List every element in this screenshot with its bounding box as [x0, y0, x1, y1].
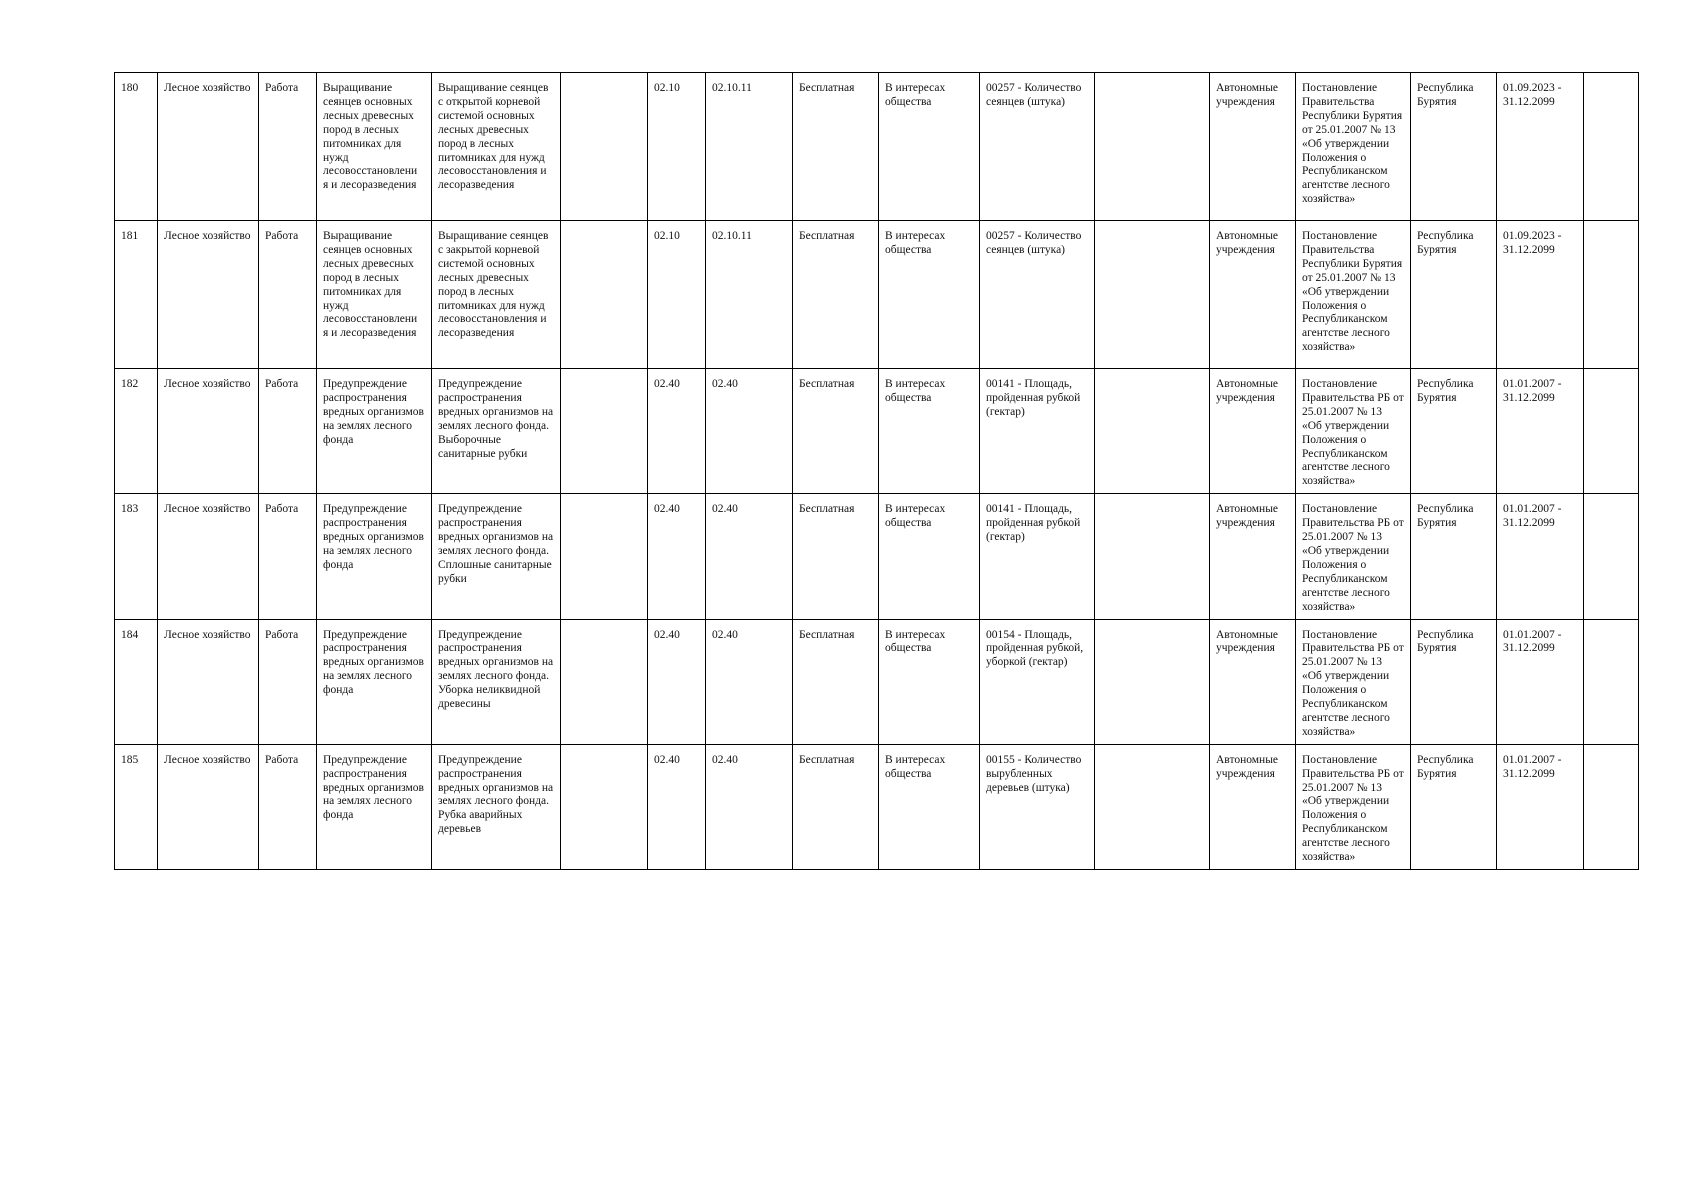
row-number: 181: [115, 221, 158, 369]
okved-cell: 02.40: [648, 494, 706, 619]
empty-cell: [1095, 744, 1210, 869]
empty-cell: [1095, 369, 1210, 494]
empty-cell: [561, 73, 648, 221]
institution-cell: Автономные учреждения: [1210, 494, 1296, 619]
empty-cell: [561, 494, 648, 619]
empty-cell: [561, 221, 648, 369]
interest-cell: В интересах общества: [879, 744, 980, 869]
legal-basis-cell: Постановление Правительства РБ от 25.01.2007 № 13 «Об утверждении Положения о Республиканском агентстве лесного хозяйства»: [1296, 744, 1411, 869]
row-number: 185: [115, 744, 158, 869]
type-cell: Работа: [259, 73, 317, 221]
payment-cell: Бесплатная: [793, 619, 879, 744]
work-content-cell: Выращивание сеянцев с закрытой корневой системой основных лесных древесных пород в лесных питомниках для нужд лесовосстановления и лесоразведения: [432, 221, 561, 369]
table-row: [115, 744, 1639, 869]
period-cell: 01.01.2007 - 31.12.2099: [1497, 494, 1584, 619]
work-name-cell: Выращивание сеянцев основных лесных древесных пород в лесных питомниках для нужд лесовосстановлени я и лесоразведения: [317, 73, 432, 221]
okpd-cell: 02.10.11: [706, 221, 793, 369]
institution-cell: Автономные учреждения: [1210, 744, 1296, 869]
empty-cell: [1095, 221, 1210, 369]
region-cell: Республика Бурятия: [1411, 369, 1497, 494]
payment-cell: Бесплатная: [793, 369, 879, 494]
row-number: 184: [115, 619, 158, 744]
legal-basis-cell: Постановление Правительства Республики Бурятия от 25.01.2007 № 13 «Об утверждении Положения о Республиканском агентстве лесного хозяйства»: [1296, 73, 1411, 221]
work-name-cell: Предупреждение распространения вредных организмов на землях лесного фонда: [317, 494, 432, 619]
legal-basis-cell: Постановление Правительства Республики Бурятия от 25.01.2007 № 13 «Об утверждении Положения о Республиканском агентстве лесного хозяйства»: [1296, 221, 1411, 369]
institution-cell: Автономные учреждения: [1210, 73, 1296, 221]
institution-cell: Автономные учреждения: [1210, 221, 1296, 369]
row-number: 183: [115, 494, 158, 619]
empty-cell: [1584, 744, 1639, 869]
region-cell: Республика Бурятия: [1411, 221, 1497, 369]
table-row: [115, 221, 1639, 369]
period-cell: 01.01.2007 - 31.12.2099: [1497, 619, 1584, 744]
empty-cell: [561, 619, 648, 744]
work-content-cell: Предупреждение распространения вредных организмов на землях лесного фонда. Сплошные санитарные рубки: [432, 494, 561, 619]
region-cell: Республика Бурятия: [1411, 619, 1497, 744]
work-content-cell: Предупреждение распространения вредных организмов на землях лесного фонда. Уборка неликвидной древесины: [432, 619, 561, 744]
region-cell: Республика Бурятия: [1411, 494, 1497, 619]
okved-cell: 02.10: [648, 73, 706, 221]
work-content-cell: Выращивание сеянцев с открытой корневой системой основных лесных древесных пород в лесных питомниках для нужд лесовосстановления и лесоразведения: [432, 73, 561, 221]
empty-cell: [1095, 73, 1210, 221]
indicator-cell: 00154 - Площадь, пройденная рубкой, уборкой (гектар): [980, 619, 1095, 744]
okved-cell: 02.40: [648, 369, 706, 494]
services-registry-table: [114, 72, 1639, 870]
period-cell: 01.01.2007 - 31.12.2099: [1497, 369, 1584, 494]
payment-cell: Бесплатная: [793, 744, 879, 869]
table-row: [115, 73, 1639, 221]
indicator-cell: 00155 - Количество вырубленных деревьев (штука): [980, 744, 1095, 869]
industry-cell: Лесное хозяйство: [158, 494, 259, 619]
legal-basis-cell: Постановление Правительства РБ от 25.01.2007 № 13 «Об утверждении Положения о Республиканском агентстве лесного хозяйства»: [1296, 369, 1411, 494]
type-cell: Работа: [259, 369, 317, 494]
table-row: [115, 619, 1639, 744]
empty-cell: [1095, 494, 1210, 619]
period-cell: 01.01.2007 - 31.12.2099: [1497, 744, 1584, 869]
empty-cell: [1584, 221, 1639, 369]
payment-cell: Бесплатная: [793, 73, 879, 221]
indicator-cell: 00141 - Площадь, пройденная рубкой (гектар): [980, 369, 1095, 494]
work-name-cell: Предупреждение распространения вредных организмов на землях лесного фонда: [317, 619, 432, 744]
work-name-cell: Предупреждение распространения вредных организмов на землях лесного фонда: [317, 744, 432, 869]
work-content-cell: Предупреждение распространения вредных организмов на землях лесного фонда. Выборочные санитарные рубки: [432, 369, 561, 494]
empty-cell: [1584, 369, 1639, 494]
okpd-cell: 02.40: [706, 619, 793, 744]
payment-cell: Бесплатная: [793, 221, 879, 369]
okpd-cell: 02.40: [706, 744, 793, 869]
okpd-cell: 02.40: [706, 494, 793, 619]
industry-cell: Лесное хозяйство: [158, 369, 259, 494]
indicator-cell: 00141 - Площадь, пройденная рубкой (гектар): [980, 494, 1095, 619]
industry-cell: Лесное хозяйство: [158, 744, 259, 869]
table-row: [115, 369, 1639, 494]
work-name-cell: Предупреждение распространения вредных организмов на землях лесного фонда: [317, 369, 432, 494]
interest-cell: В интересах общества: [879, 73, 980, 221]
legal-basis-cell: Постановление Правительства РБ от 25.01.2007 № 13 «Об утверждении Положения о Республиканском агентстве лесного хозяйства»: [1296, 494, 1411, 619]
okpd-cell: 02.10.11: [706, 73, 793, 221]
industry-cell: Лесное хозяйство: [158, 619, 259, 744]
industry-cell: Лесное хозяйство: [158, 221, 259, 369]
work-content-cell: Предупреждение распространения вредных организмов на землях лесного фонда. Рубка аварийных деревьев: [432, 744, 561, 869]
okved-cell: 02.40: [648, 744, 706, 869]
empty-cell: [1584, 494, 1639, 619]
period-cell: 01.09.2023 - 31.12.2099: [1497, 73, 1584, 221]
period-cell: 01.09.2023 - 31.12.2099: [1497, 221, 1584, 369]
interest-cell: В интересах общества: [879, 369, 980, 494]
payment-cell: Бесплатная: [793, 494, 879, 619]
type-cell: Работа: [259, 619, 317, 744]
institution-cell: Автономные учреждения: [1210, 619, 1296, 744]
interest-cell: В интересах общества: [879, 619, 980, 744]
empty-cell: [561, 369, 648, 494]
table-row: [115, 494, 1639, 619]
okved-cell: 02.10: [648, 221, 706, 369]
empty-cell: [1584, 73, 1639, 221]
indicator-cell: 00257 - Количество сеянцев (штука): [980, 73, 1095, 221]
empty-cell: [561, 744, 648, 869]
interest-cell: В интересах общества: [879, 494, 980, 619]
region-cell: Республика Бурятия: [1411, 744, 1497, 869]
work-name-cell: Выращивание сеянцев основных лесных древесных пород в лесных питомниках для нужд лесовосстановлени я и лесоразведения: [317, 221, 432, 369]
region-cell: Республика Бурятия: [1411, 73, 1497, 221]
type-cell: Работа: [259, 744, 317, 869]
empty-cell: [1095, 619, 1210, 744]
okved-cell: 02.40: [648, 619, 706, 744]
indicator-cell: 00257 - Количество сеянцев (штука): [980, 221, 1095, 369]
empty-cell: [1584, 619, 1639, 744]
type-cell: Работа: [259, 221, 317, 369]
row-number: 180: [115, 73, 158, 221]
institution-cell: Автономные учреждения: [1210, 369, 1296, 494]
okpd-cell: 02.40: [706, 369, 793, 494]
interest-cell: В интересах общества: [879, 221, 980, 369]
type-cell: Работа: [259, 494, 317, 619]
industry-cell: Лесное хозяйство: [158, 73, 259, 221]
row-number: 182: [115, 369, 158, 494]
legal-basis-cell: Постановление Правительства РБ от 25.01.2007 № 13 «Об утверждении Положения о Республиканском агентстве лесного хозяйства»: [1296, 619, 1411, 744]
